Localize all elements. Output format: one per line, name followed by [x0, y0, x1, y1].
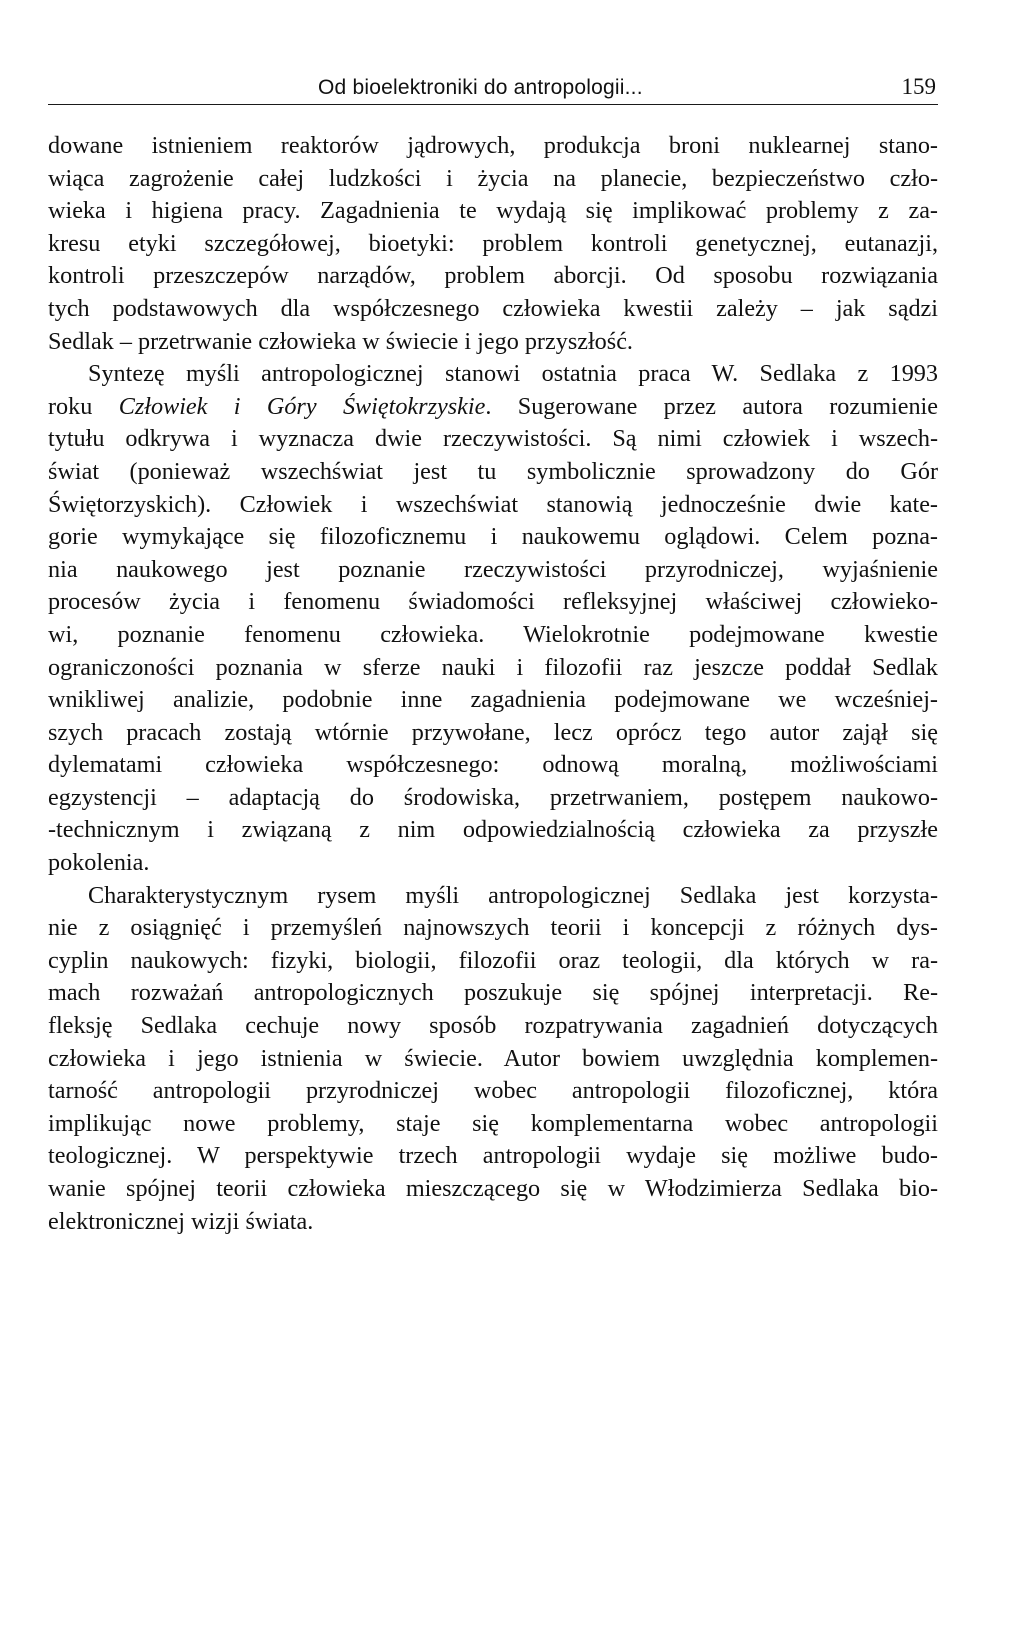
text-line: szych pracach zostają wtórnie przywołane, lecz oprócz tego autor zajął się	[48, 718, 938, 746]
text-line: wiąca zagrożenie całej ludzkości i życia na planecie, bezpieczeństwo czło-	[48, 164, 938, 192]
text-line	[48, 391, 938, 424]
text-line: implikując nowe problemy, staje się komplementarna wobec antropologii	[48, 1109, 938, 1137]
text-line: wanie spójnej teorii człowieka mieszczącego się w Włodzimierza Sedlaka bio-	[48, 1175, 938, 1202]
text-line: kresu etyki szczegółowej, bioetyki: problem kontroli genetycznej, eutanazji,	[48, 229, 938, 257]
text-line: procesów życia i fenomenu świadomości refleksyjnej właściwej człowieko-	[48, 588, 938, 616]
text-line: wnikliwej analizie, podobnie inne zagadnienia podejmowane we wcześniej-	[48, 686, 938, 714]
text-line: egzystencji – adaptacją do środowiska, przetrwaniem, postępem naukowo-	[48, 783, 938, 811]
text-line: pokolenia.	[48, 849, 150, 877]
book-title: Człowiek i Góry Świętokrzyskie	[118, 392, 486, 420]
body-text	[48, 130, 938, 1238]
text-span: . Sugerowane przez autora rozumienie	[485, 392, 938, 420]
text-line: tytułu odkrywa i wyznacza dwie rzeczywistości. Są nimi człowiek i wszech-	[48, 425, 938, 453]
text-line: mach rozważań antropologicznych poszukuje się spójnej interpretacji. Re-	[48, 979, 938, 1007]
text-line: Charakterystycznym rysem myśli antropologicznej Sedlaka jest korzysta-	[88, 881, 938, 909]
text-line: Syntezę myśli antropologicznej stanowi ostatnia praca W. Sedlaka z 1993	[88, 360, 938, 388]
text-line: elektronicznej wizji świata.	[48, 1207, 314, 1235]
text-line: dowane istnieniem reaktorów jądrowych, produkcja broni nuklearnej stano-	[48, 132, 938, 159]
text-line: ograniczoności poznania w sferze nauki i filozofii raz jeszcze poddał Sedlak	[48, 653, 938, 681]
text-line: wieka i higiena pracy. Zagadnienia te wydają się implikować problemy z za-	[48, 197, 938, 225]
text-line: kontroli przeszczepów narządów, problem aborcji. Od sposobu rozwiązania	[48, 262, 938, 290]
text-line: wi, poznanie fenomenu człowieka. Wielokrotnie podejmowane kwestie	[48, 620, 938, 648]
text-line: człowieka i jego istnienia w świecie. Autor bowiem uwzględnia komplemen-	[48, 1044, 938, 1072]
text-line: świat (ponieważ wszechświat jest tu symbolicznie sprowadzony do Gór	[48, 457, 938, 485]
text-line: -technicznym i związaną z nim odpowiedzialnością człowieka za przyszłe	[48, 816, 938, 844]
running-title: Od bioelektroniki do antropologii...	[318, 76, 643, 99]
text-line: dylematami człowieka współczesnego: odnową moralną, możliwościami	[48, 751, 938, 779]
text-line: tarność antropologii przyrodniczej wobec antropologii filozoficznej, która	[48, 1077, 938, 1105]
page-number: 159	[901, 74, 936, 99]
text-line: gorie wymykające się filozoficznemu i naukowemu oglądowi. Celem pozna-	[48, 523, 938, 551]
text-line: teologicznej. W perspektywie trzech antropologii wydaje się możliwe budo-	[48, 1142, 938, 1170]
text-line: nia naukowego jest poznanie rzeczywistości przyrodniczej, wyjaśnienie	[48, 555, 938, 583]
text-line: cyplin naukowych: fizyki, biologii, filozofii oraz teologii, dla których w ra-	[48, 946, 938, 974]
text-line: Świętorzyskich). Człowiek i wszechświat stanowią jednocześnie dwie kate-	[48, 490, 938, 518]
text-line: Sedlak – przetrwanie człowieka w świecie i jego przyszłość.	[48, 327, 633, 355]
text-line: fleksję Sedlaka cechuje nowy sposób rozpatrywania zagadnień dotyczących	[48, 1012, 938, 1040]
running-header	[48, 74, 938, 105]
text-line: nie z osiągnięć i przemyśleń najnowszych teorii i koncepcji z różnych dys-	[48, 914, 938, 942]
text-line: tych podstawowych dla współczesnego człowieka kwestii zależy – jak sądzi	[48, 294, 938, 322]
text-span: roku	[48, 392, 119, 420]
